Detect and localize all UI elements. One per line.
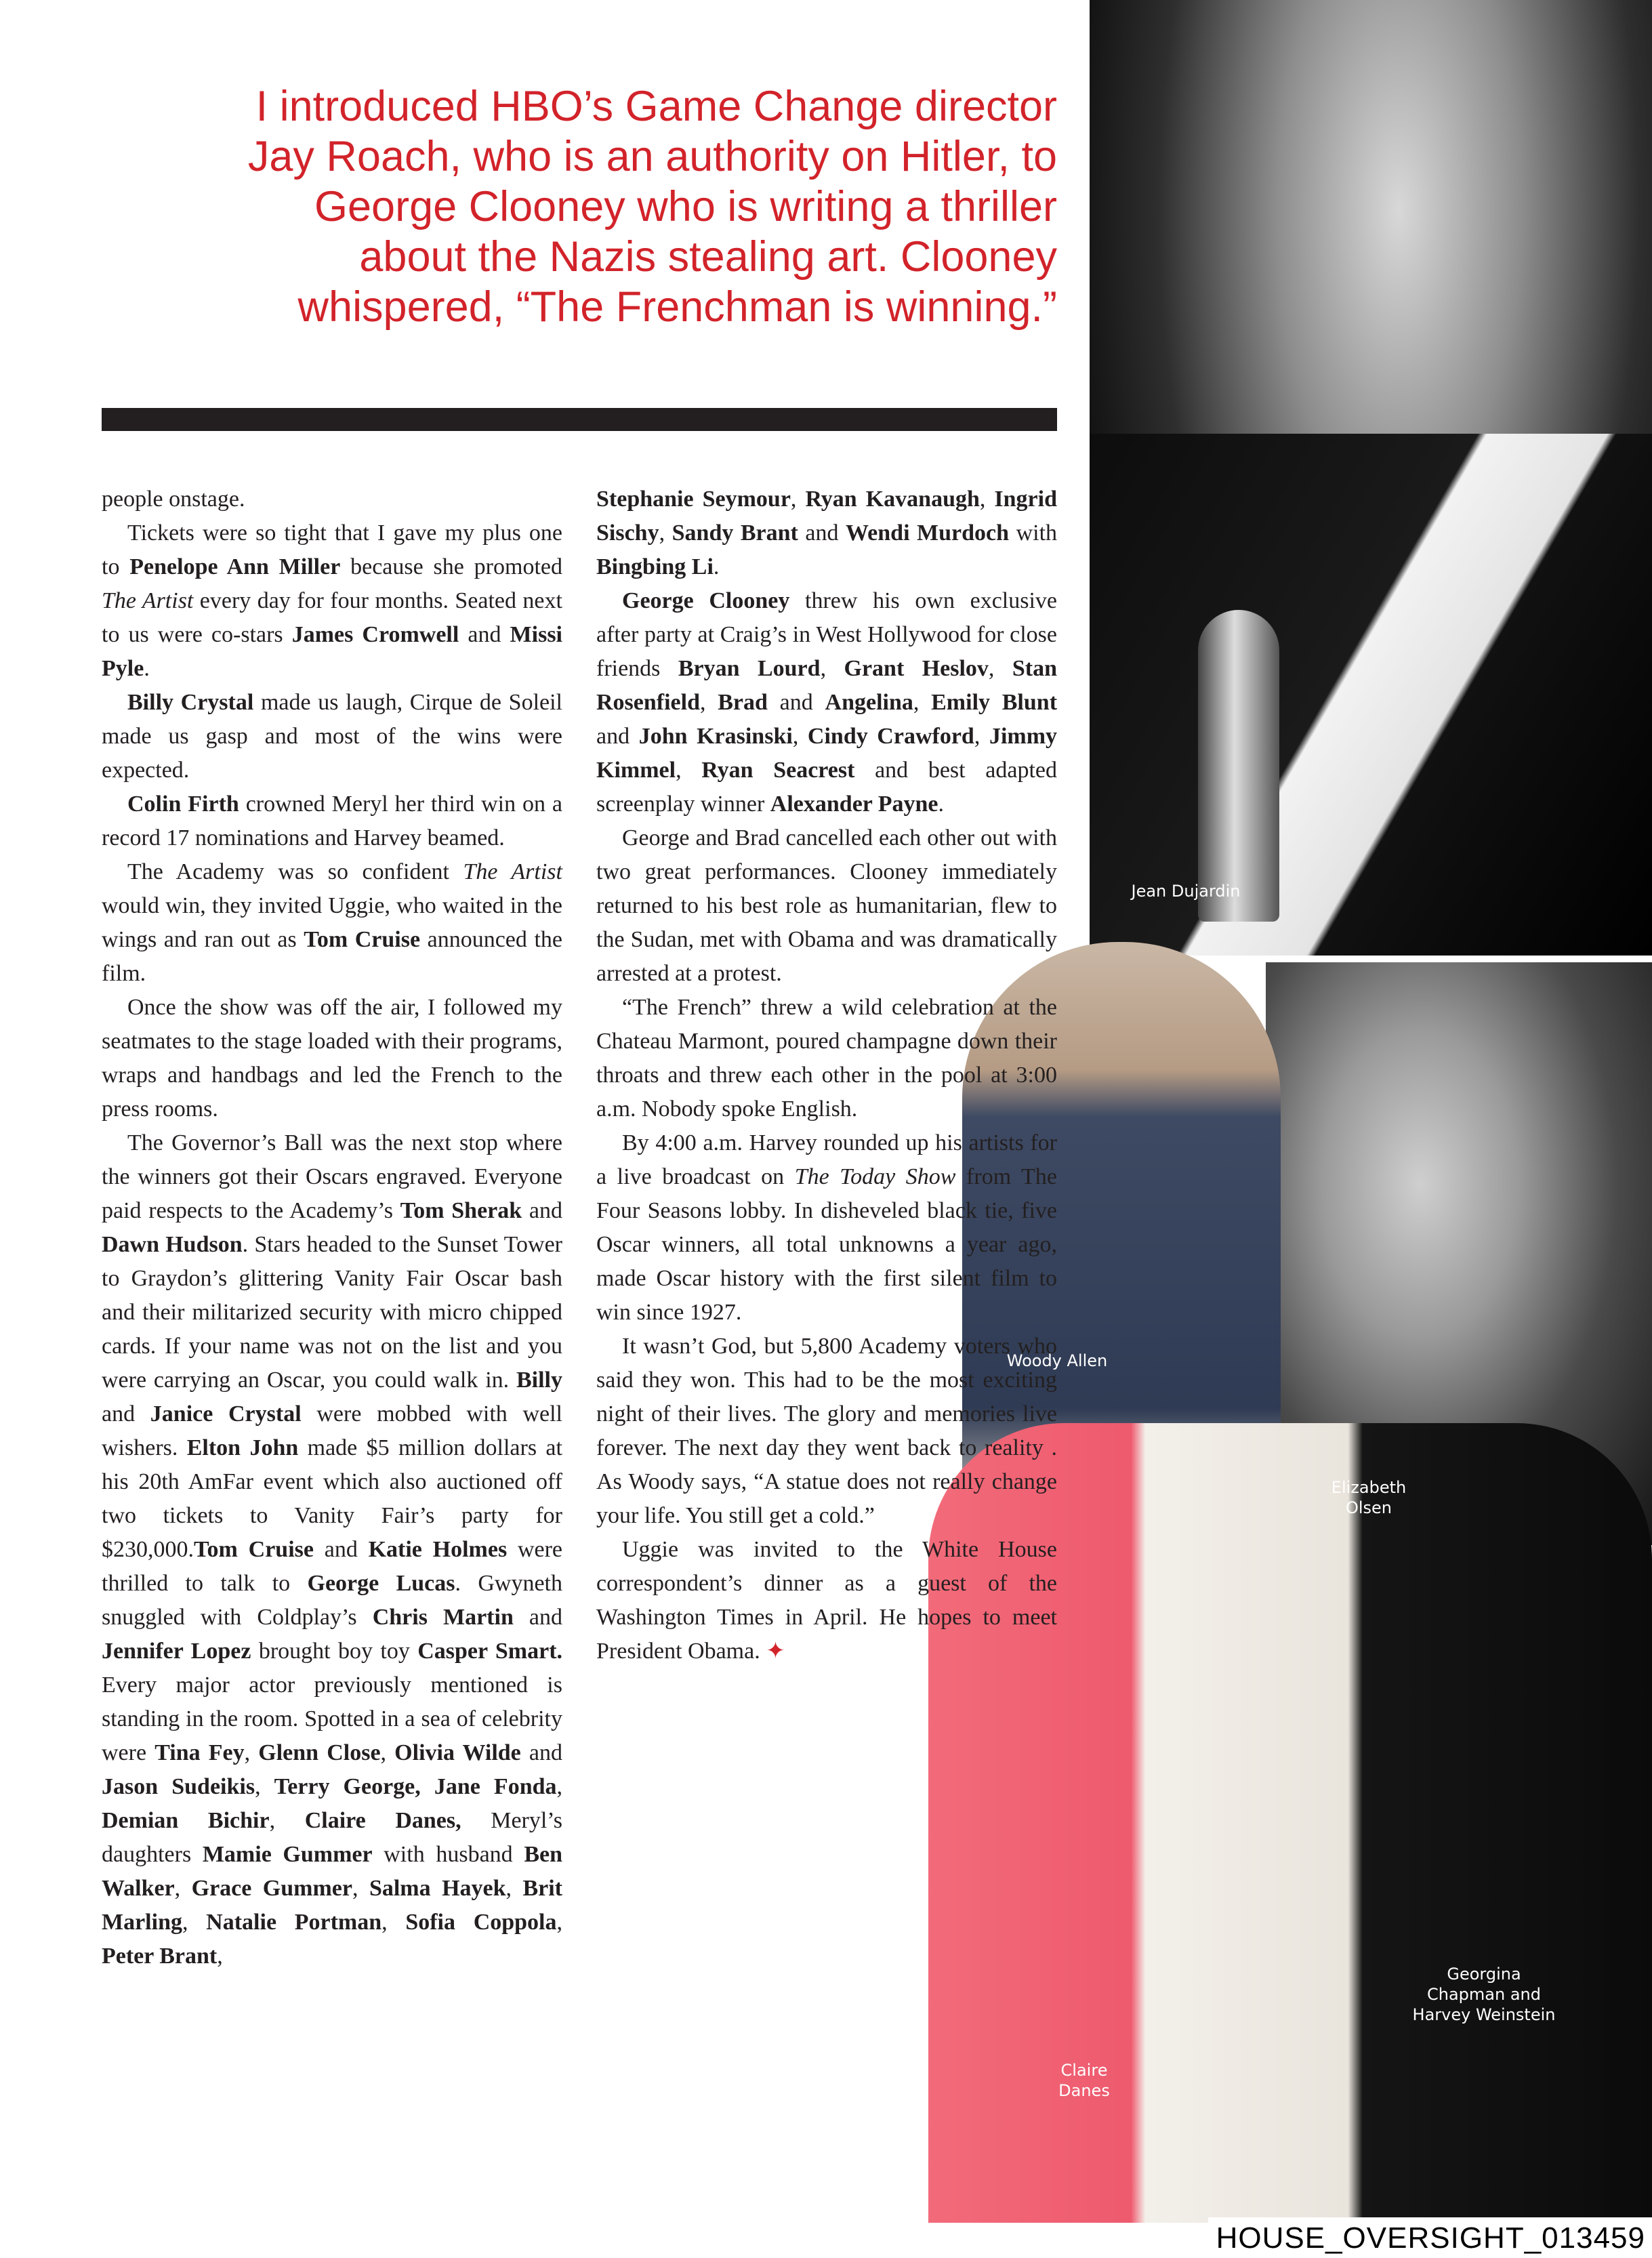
- paragraph: Once the show was off the air, I followed my seatmates to the stage loaded with their programs, wraps and handbags and led the French to the press rooms.: [102, 995, 562, 1122]
- article-column-2: [596, 483, 1057, 1668]
- document-id: HOUSE_OVERSIGHT_013459: [1208, 2217, 1652, 2258]
- paragraph: people onstage.: [102, 487, 245, 512]
- pull-quote-line: George Clooney who is writing a thriller: [314, 183, 1057, 230]
- paragraph: “The French” threw a wild celebration at the Chateau Marmont, poured champagne down their throats and threw each other in the pool at 3:00 a.m. Nobody spoke English.: [596, 995, 1057, 1122]
- caption-line: Georgina: [1447, 1965, 1521, 1984]
- end-mark-icon: ✦: [766, 1639, 785, 1664]
- caption-olsen: [1308, 1477, 1430, 1518]
- paragraph: It wasn’t God, but 5,800 Academy voters who said they won. This had to be the most exciting night of their lives. The glory and memories live forever. The next day they went back to reality . As Woody says, “A statue does not really change your life. You still get a cold.”: [596, 1334, 1057, 1528]
- caption-chapman-weinstein: [1382, 1964, 1586, 2025]
- caption-line: Harvey Weinstein: [1412, 2005, 1556, 2024]
- paragraph: The Academy was so confident The Artist would win, they invited Uggie, who waited in the wings and ran out as Tom Cruise announced the film.: [102, 859, 562, 986]
- paragraph: Colin Firth crowned Meryl her third win on a record 17 nominations and Harvey beamed.: [102, 792, 562, 850]
- paragraph: Tickets were so tight that I gave my plus one to Penelope Ann Miller because she promoted The Artist every day for four months. Seated next to us were co-stars James Cromwell and Missi Pyle.: [102, 520, 562, 681]
- caption-line: Claire: [1060, 2061, 1108, 2080]
- caption-line: Olsen: [1345, 1498, 1392, 1517]
- pull-quote-line: whispered, “The Frenchman is winning.”: [297, 283, 1057, 331]
- paragraph: By 4:00 a.m. Harvey rounded up his artists for a live broadcast on The Today Show from The Four Seasons lobby. In disheveled black tie, five Oscar winners, all total unknowns a year ago, made Oscar history with the first silent film to win since 1927.: [596, 1130, 1057, 1325]
- paragraph: George Clooney threw his own exclusive after party at Craig’s in West Hollywood for close friends Bryan Lourd, Grant Heslov, Stan Rosenfield, Brad and Angelina, Emily Blunt and John Krasinski, Cindy Crawford, Jimmy Kimmel, Ryan Seacrest and best adapted screenplay winner Alexander Payne.: [596, 588, 1058, 817]
- pull-quote: [102, 81, 1057, 332]
- pull-quote-line: I introduced HBO’s Game Change director: [255, 83, 1057, 130]
- caption-danes: [1037, 2060, 1132, 2101]
- caption-line: Elizabeth: [1331, 1478, 1407, 1497]
- pull-quote-line: Jay Roach, who is an authority on Hitler, to: [247, 133, 1057, 180]
- divider-rule: [102, 408, 1057, 431]
- article-column-1: [102, 483, 562, 1973]
- pull-quote-line: about the Nazis stealing art. Clooney: [359, 233, 1057, 281]
- paragraph: Stephanie Seymour, Ryan Kavanaugh, Ingrid Sischy, Sandy Brant and Wendi Murdoch with Bingbing Li.: [596, 487, 1058, 579]
- caption-dujardin: Jean Dujardin: [1131, 882, 1241, 901]
- paragraph: The Governor’s Ball was the next stop where the winners got their Oscars engraved. Everyone paid respects to the Academy’s Tom Sherak and Dawn Hudson. Stars headed to the Sunset Tower to Graydon’s glittering Vanity Fair Oscar bash and their militarized security with micro chipped cards. If your name was not on the list and you were carrying an Oscar, you could walk in. Billy and Janice Crystal were mobbed with well wishers. Elton John made $5 million dollars at his 20th AmFar event which also auctioned off two tickets to Vanity Fair’s party for $230,000.Tom Cruise and Katie Holmes were thrilled to talk to George Lucas. Gwyneth snuggled with Coldplay’s Chris Martin and Jennifer Lopez brought boy toy Casper Smart. Every major actor previously mentioned is standing in the room. Spotted in a sea of celebrity were Tina Fey, Glenn Close, Olivia Wilde and Jason Sudeikis, Terry George, Jane Fonda, Demian Bichir, Claire Danes, Meryl’s daughters Mamie Gummer with husband Ben Walker, Grace Gummer, Salma Hayek, Brit Marling, Natalie Portman, Sofia Coppola, Peter Brant,: [102, 1130, 563, 1969]
- caption-allen: Woody Allen: [1006, 1351, 1108, 1370]
- oscar-statuette-shape: [1198, 610, 1279, 922]
- paragraph: [596, 1533, 1057, 1668]
- paragraph: Billy Crystal made us laugh, Cirque de Soleil made us gasp and most of the wins were expected.: [102, 690, 562, 783]
- caption-line: Danes: [1058, 2081, 1110, 2100]
- paragraph: George and Brad cancelled each other out with two great performances. Clooney immediately returned to his best role as humanitarian, flew to the Sudan, met with Obama and was dramatically arrested at a protest.: [596, 825, 1057, 986]
- photo-jean-dujardin: [1090, 0, 1652, 956]
- caption-line: Chapman and: [1427, 1985, 1541, 2004]
- photo-suit-shape: [1090, 434, 1652, 956]
- paragraph-text: Uggie was invited to the White House correspondent’s dinner as a guest of the Washington Times in April. He hopes to meet President Obama.: [596, 1537, 1057, 1664]
